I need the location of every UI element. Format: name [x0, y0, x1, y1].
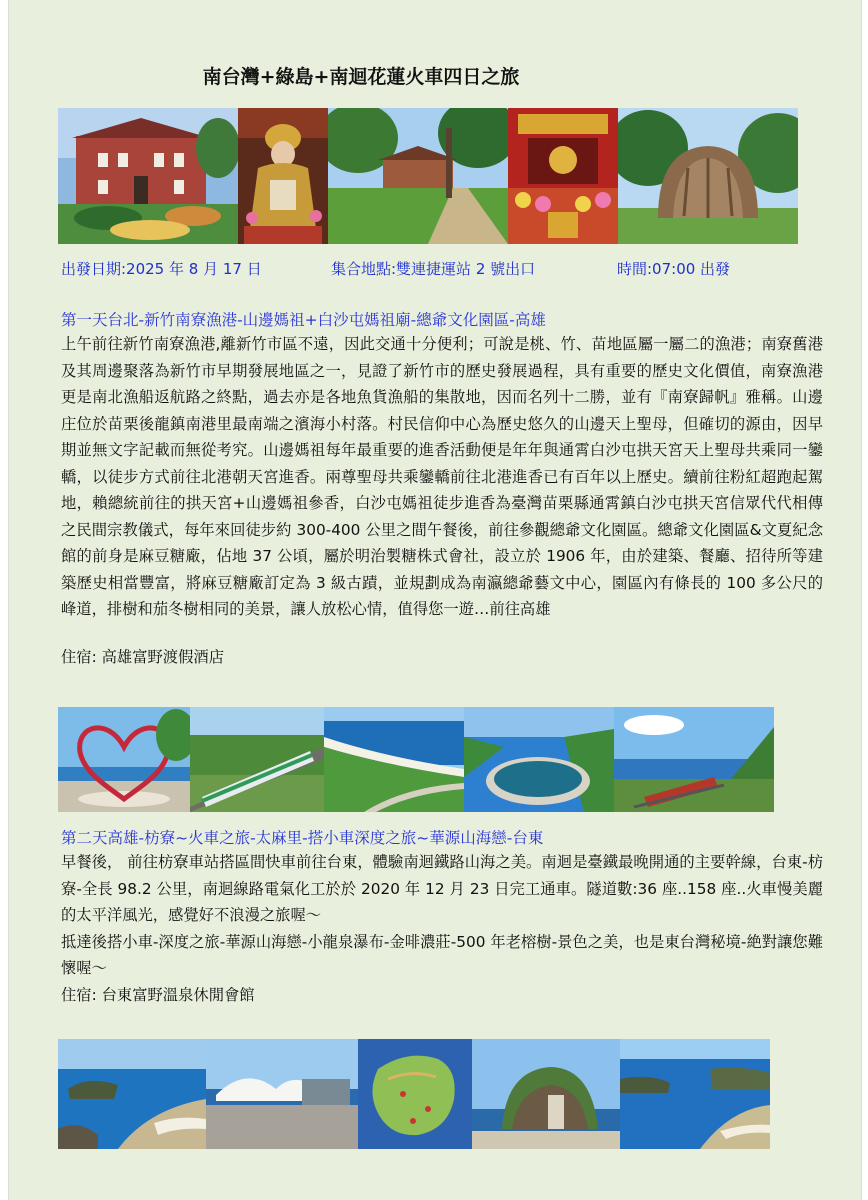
departure-time: 時間:07:00 出發: [617, 260, 731, 278]
day2-paragraph-1: 早餐後， 前往枋寮車站搭區間快車前往台東，體驗南迴鐵路山海之美。南迴是臺鐵最晚開通的主要幹線，台東-枋寮-全長 98.2 公里，南迴線路電氣化工於於 2020 年 12 月 23 日完工通車。隧道數:36 座..158 座..火車慢美麗的太平洋風光，感覺好不浪漫之旅喔～: [61, 853, 823, 924]
day2-paragraph-2: 抵達後搭小車-深度之旅-華源山海戀-小龍泉瀑布-金啡濃莊-500 年老榕樹-景色之美，也是東台灣秘境-絶對讓您難懷喔～: [61, 932, 823, 977]
photo-historic-park: [328, 108, 508, 244]
photo-train-on-bridge: [190, 707, 324, 812]
photo-red-locomotive: [614, 707, 774, 812]
day1-body: [61, 331, 823, 623]
photo-temple-altar: [508, 108, 618, 244]
document-page: [8, 0, 862, 1200]
meeting-point: 集合地點:雙連捷運站 2 號出口: [331, 260, 536, 278]
photo-sea-rock-formation: [472, 1039, 620, 1149]
day2-body: [61, 849, 823, 982]
photo-coastal-road: [324, 707, 464, 812]
photo-rocky-coastline: [58, 1039, 206, 1149]
day2-title: 第二天高雄-枋寮~火車之旅-太麻里-搭小車深度之旅~華源山海戀-台東: [61, 829, 544, 847]
photo-coastal-cliffs: [620, 1039, 770, 1149]
day1-title: 第一天台北-新竹南寮漁港-山邊媽祖+白沙屯媽祖廟-總爺文化園區-高雄: [61, 311, 546, 329]
photo-white-canopy-pier: [206, 1039, 358, 1149]
day1-paragraph: 上午前往新竹南寮漁港,離新竹市區不遠，因此交通十分便利；可說是桃、竹、苗地區屬一屬二的漁港；南寮舊港及其周邊聚落為新竹市早期發展地區之一，見證了新竹市的歷史發展過程，具有重要的歷史文化價值，南寮漁港更是南北漁船返航路之終點，過去亦是各地魚貨漁船的集散地，因而名列十二勝，並有『南寮歸帆』雅稱。山邊庄位於苗栗後龍鎮南港里最南端之濱海小村落。村民信仰中心為歷史悠久的山邊天上聖母，但確切的源由，因早期並無文字記載而無從考究。山邊媽祖每年最重要的進香活動便是年年與通霄白沙屯拱天宮天上聖母共乘同一鑾轎，以徒步方式前往北港朝天宮進香。兩尊聖母共乘鑾轎前往北港進香已有百年以上歷史。續前往粉紅超跑起駕地，賴總統前往的拱天宮+山邊媽祖參香，白沙屯媽祖徒步進香為臺灣苗栗縣通霄鎮白沙屯拱天宮信眾代代相傳之民間宗教儀式，每年來回徒步約 300-400 公里之間午餐後，前往參觀總爺文化園區。總爺文化園區&文夏紀念館的前身是麻豆糖廠，佔地 37 公頃，屬於明治製糖株式會社，設立於 1906 年，由於建築、餐廳、招待所等建築歷史相當豐富，將麻豆糖廠訂定為 3 級古蹟，並規劃成為南瀛總爺藝文中心，園區內有條長的 100 多公尺的峰道，排樹和茄冬樹相同的美景，讓人放松心情，值得您一遊…前往高雄: [61, 335, 823, 618]
day2-lodging: 住宿: 台東富野溫泉休閒會館: [61, 986, 255, 1004]
departure-date: 出發日期:2025 年 8 月 17 日: [61, 260, 262, 278]
photo-heart-arch-seaside: [58, 707, 190, 812]
page-title: 南台灣+綠島+南迴花蓮火車四日之旅: [202, 66, 520, 88]
photo-red-brick-building: [58, 108, 238, 244]
photo-strip-2: [58, 707, 774, 812]
photo-temple-goddess-statue: [238, 108, 328, 244]
photo-strip-1: [58, 108, 798, 244]
photo-island-map: [358, 1039, 472, 1149]
trip-info-row: [61, 258, 841, 280]
photo-strip-3: [58, 1039, 770, 1149]
photo-woven-sculpture: [618, 108, 798, 244]
photo-circular-pool-coast: [464, 707, 614, 812]
day1-lodging: 住宿: 高雄富野渡假酒店: [61, 648, 224, 666]
